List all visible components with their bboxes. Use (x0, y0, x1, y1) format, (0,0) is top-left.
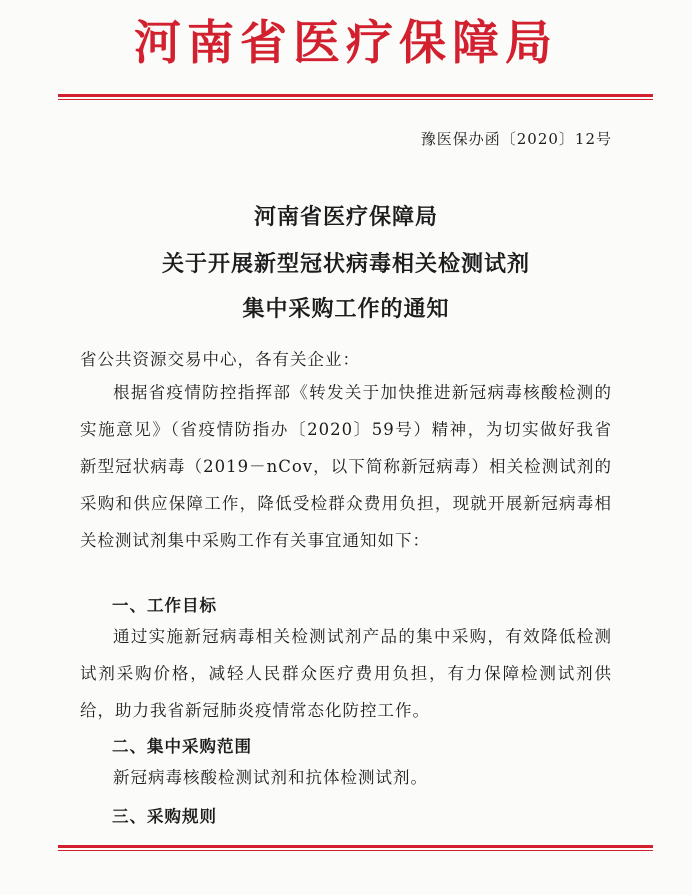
title-line-3: 集中采购工作的通知 (242, 297, 450, 322)
header-red-rule-thin (58, 99, 653, 100)
header-red-rule (58, 94, 653, 97)
title-line-1: 河南省医疗保障局 (253, 205, 438, 230)
footer-red-rule (58, 845, 653, 848)
agency-masthead: 河南省医疗保障局 (134, 16, 558, 71)
document-number: 豫医保办函〔2020〕12号 (420, 130, 612, 148)
footer-red-rule-thin (58, 850, 653, 851)
addressee: 省公共资源交易中心，各有关企业： (80, 350, 360, 369)
section-3-heading: 三、采购规则 (112, 807, 217, 826)
section-2-heading: 二、集中采购范围 (112, 737, 252, 756)
section-1-text: 通过实施新冠病毒相关检测试剂产品的集中采购，有效降低检测试剂采购价格，减轻人民群众医疗费用负担，有力保障检测试剂供给，助力我省新冠肺炎疫情常态化防控工作。 (80, 627, 612, 720)
section-2-text: 新冠病毒核酸检测试剂和抗体检测试剂。 (113, 768, 428, 787)
title-line-2: 关于开展新型冠状病毒相关检测试剂 (161, 252, 530, 277)
intro-paragraph: 根据省疫情防控指挥部《转发关于加快推进新冠病毒核酸检测的实施意见》（省疫情防指办〔2020〕59号）精神，为切实做好我省新型冠状病毒（2019－nCov，以下简称新冠病毒）相关检测试剂的采购和供应保障工作，降低受检群众费用负担，现就开展新冠病毒相关检测试剂集中采购工作有关事宜通知如下： (80, 383, 612, 550)
section-1-heading: 一、工作目标 (112, 596, 217, 615)
